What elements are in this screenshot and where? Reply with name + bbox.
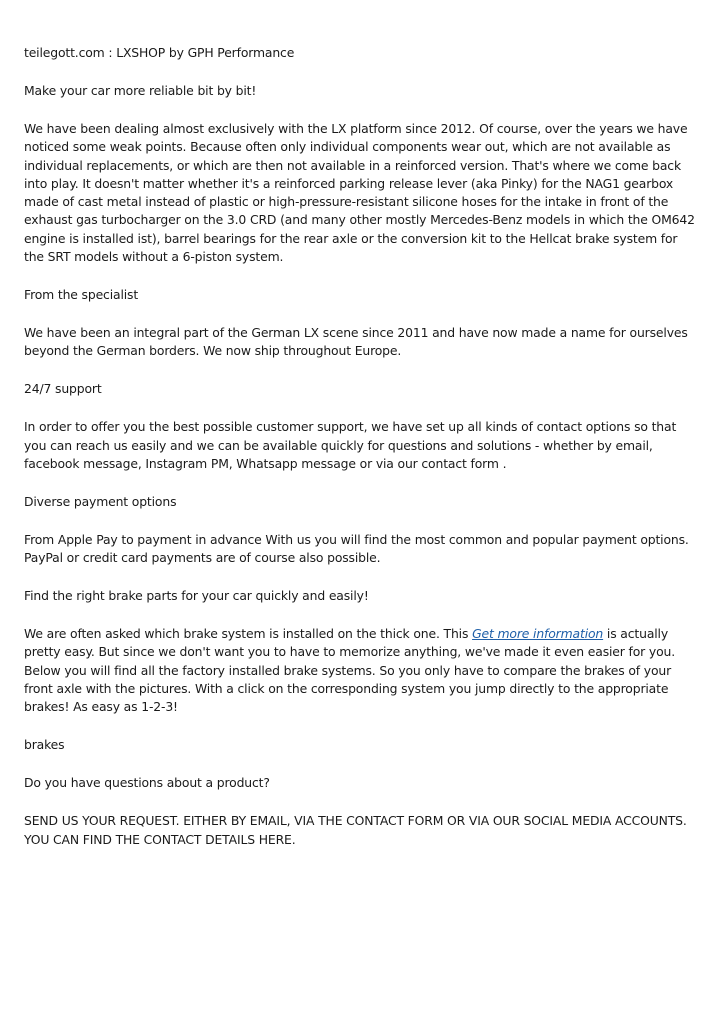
brakes-text-after-link: is actually pretty easy. But since we don't want you to have to memorize anything, we've made it even easier for you. Below you will find all the factory installed brake systems. So you only have to compare the brakes of your front axle with the pictures. With a click on the corresponding system you jump directly to the appropriate brakes! As easy as 1-2-3! (24, 626, 675, 715)
brakes-heading: Find the right brake parts for your car quickly and easily! (24, 588, 369, 604)
intro-paragraph: We have been dealing almost exclusively with the LX platform since 2012. Of course, over the years we have noticed some weak points. Because often only individual components wear out, which are not available as individual replacements, or which are then not available in a reinforced version. That's where we come back into play. It doesn't matter whether it's a reinforced parking release lever (aka Pinky) for the NAG1 gearbox made of cast metal instead of plastic or high-pressure-resistant silicone hoses for the intake in front of the exhaust gas turbocharger on the 3.0 CRD (and many other mostly Mercedes-Benz models in which the OM642 engine is installed ist), barrel bearings for the rear axle or the conversion kit to the Hellcat brake system for the SRT models without a 6-piston system. (24, 120, 695, 265)
specialist-heading: From the specialist (24, 287, 139, 303)
site-title: teilegott.com : LXSHOP by GPH Performance (24, 45, 295, 60)
brakes-paragraph (24, 625, 700, 716)
get-more-information-link[interactable]: Get more information (472, 626, 604, 642)
payment-heading: Diverse payment options (24, 493, 177, 509)
contact-heading: Do you have questions about a product? (24, 775, 270, 791)
payment-paragraph: From Apple Pay to payment in advance With us you will find the most common and popular payment options. PayPal or credit card payments are of course also possible. (24, 531, 689, 566)
specialist-paragraph: We have been an integral part of the German LX scene since 2011 and have now made a name for ourselves beyond the German borders. We now ship throughout Europe. (24, 325, 688, 359)
support-paragraph: In order to offer you the best possible customer support, we have set up all kinds of contact options so that you can reach us easily and we can be available quickly for questions and solutions - whether by email, facebook message, Instagram PM, Whatsapp message or via our contact form . (24, 419, 677, 471)
brakes-category-label: brakes (24, 737, 65, 753)
tagline: Make your car more reliable bit by bit! (24, 82, 257, 98)
contact-paragraph: SEND US YOUR REQUEST. EITHER BY EMAIL, VIA THE CONTACT FORM OR VIA OUR SOCIAL MEDIA ACCOUNTS. YOU CAN FIND THE CONTACT DETAILS HERE. (24, 813, 687, 847)
document-page (24, 44, 700, 869)
brakes-text-before-link: We are often asked which brake system is installed on the thick one. This (24, 626, 473, 642)
support-heading: 24/7 support (24, 381, 102, 397)
